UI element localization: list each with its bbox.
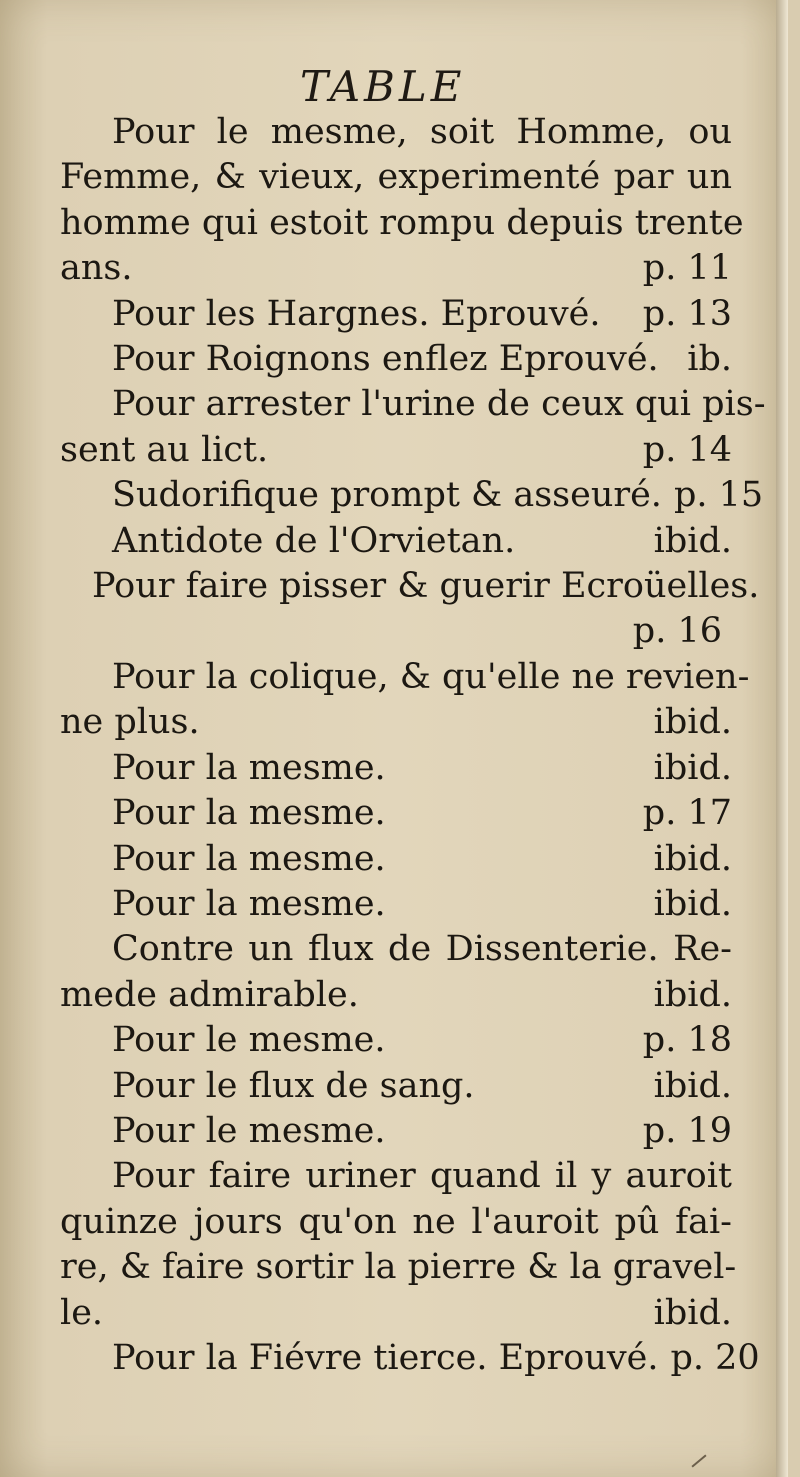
toc-entry [60, 927, 732, 1018]
page-reference: ibid. [653, 702, 732, 743]
entry-text: Pour la mesme. [112, 793, 386, 834]
toc-entry [60, 1109, 732, 1154]
entry-last-line [60, 973, 732, 1018]
entry-text: Pour la mesme. [112, 747, 386, 788]
entry-line: Pour la colique, & qu'elle ne revien- [112, 656, 750, 697]
ink-mark [691, 1454, 706, 1467]
page-reference: ibid. [653, 747, 732, 788]
page-reference: p. 15 [673, 475, 764, 516]
entry-last-line [60, 837, 732, 882]
entry-text: Pour le mesme. [112, 1020, 386, 1061]
entry-line: Contre un flux de Dissenterie. Re- [112, 929, 732, 970]
entry-last-line [60, 337, 732, 382]
entry-last-line [60, 1336, 760, 1381]
page-edge [776, 0, 788, 1477]
toc-entry [60, 292, 732, 337]
entry-text: Pour Roignons enflez Eprouvé. [112, 339, 659, 380]
page-reference: p. 20 [670, 1337, 760, 1378]
entry-last-line [60, 791, 732, 836]
entry-last-line [60, 292, 732, 337]
entry-last-line [60, 246, 732, 291]
entry-last-line [60, 882, 732, 927]
toc-entry [60, 746, 732, 791]
entry-text: Antidote de l'Orvietan. [112, 520, 516, 561]
table-of-contents [60, 110, 766, 1381]
toc-entry [60, 791, 732, 836]
entry-last-line [60, 473, 764, 518]
toc-entry [60, 1336, 760, 1381]
page-reference: p. 19 [642, 1110, 732, 1151]
page-reference: p. 13 [642, 293, 732, 334]
page-reference: p. 18 [642, 1020, 732, 1061]
toc-entry [60, 1154, 737, 1336]
entry-line: Pour faire uriner quand il y auroit [112, 1156, 732, 1197]
page-reference: ibid. [653, 1292, 732, 1333]
toc-entry [60, 1064, 732, 1109]
page-reference: p. 14 [642, 429, 732, 470]
toc-entry [60, 655, 750, 746]
entry-last-line [60, 519, 732, 564]
entry-text: Sudorifique prompt & asseuré. [112, 475, 662, 516]
entry-line: re, & faire sortir la pierre & la gravel- [60, 1247, 737, 1288]
toc-entry [60, 519, 732, 564]
toc-entry [60, 882, 732, 927]
page-reference: ibid. [653, 520, 732, 561]
entry-line: Pour faire pisser & guerir Ecroüelles. [92, 566, 760, 607]
entry-text: sent au lict. [60, 429, 269, 470]
toc-entry [60, 1018, 732, 1063]
entry-last-line [60, 428, 732, 473]
toc-entry [60, 110, 744, 292]
entry-text: ne plus. [60, 702, 200, 743]
toc-entry [60, 337, 732, 382]
entry-line: Femme, & vieux, experimenté par un [60, 157, 732, 198]
page-reference: ibid. [653, 838, 732, 879]
entry-line: Pour arrester l'urine de ceux qui pis- [112, 384, 766, 425]
entry-text: Pour le mesme. [112, 1110, 386, 1151]
entry-text: mede admirable. [60, 974, 359, 1015]
entry-text: Pour la mesme. [112, 838, 386, 879]
page-reference: p. 17 [642, 793, 732, 834]
entry-text: Pour la mesme. [112, 883, 386, 924]
page-header: TABLE [300, 62, 466, 111]
entry-text: le. [60, 1292, 104, 1333]
entry-line: homme qui estoit rompu depuis trente [60, 202, 744, 243]
entry-line: quinze jours qu'on ne l'auroit pû fai- [60, 1201, 732, 1242]
entry-text: ans. [60, 248, 133, 289]
toc-entry [60, 837, 732, 882]
entry-text: Pour le flux de sang. [112, 1065, 475, 1106]
page-reference: ibid. [653, 1065, 732, 1106]
entry-last-line [60, 1018, 732, 1063]
page-reference: p. 16 [632, 611, 722, 652]
page-reference: ib. [687, 339, 732, 380]
toc-entry [60, 473, 764, 518]
entry-last-line [60, 1291, 732, 1336]
entry-text: Pour les Hargnes. Eprouvé. [112, 293, 601, 334]
entry-text: Pour la Fiévre tierce. Eprouvé. [112, 1337, 659, 1378]
entry-line: Pour le mesme, soit Homme, ou [112, 112, 732, 152]
toc-entry [60, 382, 766, 473]
entry-last-line [60, 1064, 732, 1109]
toc-entry [60, 564, 760, 655]
page-reference: ibid. [653, 974, 732, 1015]
entry-last-line [60, 700, 732, 745]
page-reference: ibid. [653, 883, 732, 924]
page-reference: p. 11 [642, 248, 732, 289]
entry-last-line [60, 1109, 732, 1154]
entry-last-line [60, 746, 732, 791]
